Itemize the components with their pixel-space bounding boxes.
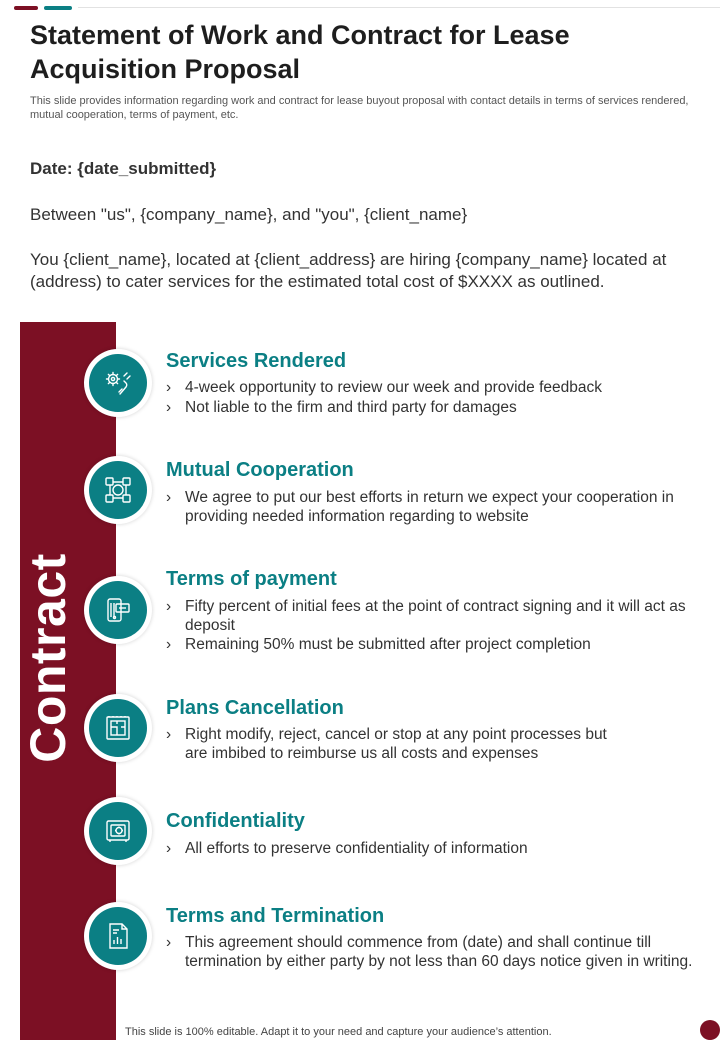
cancellation-bullet-1	[166, 725, 714, 763]
cooperation-icon-badge	[84, 456, 152, 524]
bullet-text: 4-week opportunity to review our week and provide feedback	[185, 379, 603, 396]
footer-note: This slide is 100% editable. Adapt it to your need and capture your audience’s attention.	[125, 1026, 552, 1038]
confidentiality-bullet-1	[166, 839, 714, 858]
date-line: Date: {date_submitted}	[30, 159, 217, 178]
bullet-chevron: ›	[166, 399, 172, 416]
top-decoration	[0, 0, 720, 10]
teal-accent-pill	[44, 6, 72, 10]
payment-bullet-1	[166, 597, 714, 635]
gears-hand-icon	[89, 354, 147, 412]
termination-bullet-1	[166, 933, 714, 971]
bullet-chevron: ›	[166, 726, 172, 743]
footer-accent-dot	[700, 1020, 720, 1040]
bullet-text: This agreement should commence from (date) and shall continue till termination by either party by not less than 60 days notice given in writing.	[185, 934, 693, 970]
services-icon-badge	[84, 349, 152, 417]
sidebar-label-text: Contract	[20, 553, 76, 763]
payment-bullet-2	[166, 635, 714, 654]
bullet-text: Fifty percent of initial fees at the point of contract signing and it will act as deposit	[185, 598, 686, 634]
document-chart-icon	[89, 907, 147, 965]
bullet-chevron: ›	[166, 840, 172, 857]
bullet-text: Right modify, reject, cancel or stop at any point processes but are imbibed to reimburse us all costs and expenses	[185, 726, 607, 762]
cooperation-bullet-1	[166, 488, 714, 526]
bullet-chevron: ›	[166, 379, 172, 396]
page-title: Statement of Work and Contract for Lease Acquisition Proposal	[30, 20, 570, 84]
services-bullet-1	[166, 378, 714, 397]
bullet-chevron: ›	[166, 598, 172, 615]
engagement-line: You {client_name}, located at {client_address} are hiring {company_name} located at (address) to cater services for the estimated total cost of $XXXX as outlined.	[30, 250, 667, 291]
bullet-text: Remaining 50% must be submitted after project completion	[185, 636, 591, 653]
bullet-text: Not liable to the firm and third party for damages	[185, 399, 517, 416]
bullet-text: We agree to put our best efforts in return we expect your cooperation in providing needed information regarding to website	[185, 489, 674, 525]
section-title-payment: Terms of payment	[166, 568, 337, 590]
section-title-cancellation: Plans Cancellation	[166, 697, 344, 719]
termination-icon-badge	[84, 902, 152, 970]
section-title-termination: Terms and Termination	[166, 905, 385, 927]
bullet-chevron: ›	[166, 489, 172, 506]
section-title-services: Services Rendered	[166, 350, 347, 372]
section-title-cooperation: Mutual Cooperation	[166, 459, 354, 481]
cooperation-icon	[89, 461, 147, 519]
page-subtitle: This slide provides information regarding work and contract for lease buyout proposal with contact details in terms of services rendered, mutual cooperation, terms of payment, etc.	[30, 95, 689, 121]
bullet-text: All efforts to preserve confidentiality of information	[185, 840, 528, 857]
bullet-chevron: ›	[166, 636, 172, 653]
top-divider	[78, 7, 720, 8]
blueprint-icon	[89, 699, 147, 757]
services-bullet-2	[166, 398, 714, 417]
payment-card-icon	[89, 581, 147, 639]
maroon-accent-pill	[14, 6, 38, 10]
confidentiality-icon-badge	[84, 797, 152, 865]
payment-icon-badge	[84, 576, 152, 644]
safe-icon	[89, 802, 147, 860]
cancellation-icon-badge	[84, 694, 152, 762]
section-title-confidentiality: Confidentiality	[166, 810, 305, 832]
bullet-chevron: ›	[166, 934, 172, 951]
parties-line: Between "us", {company_name}, and "you", {client_name}	[30, 205, 468, 224]
